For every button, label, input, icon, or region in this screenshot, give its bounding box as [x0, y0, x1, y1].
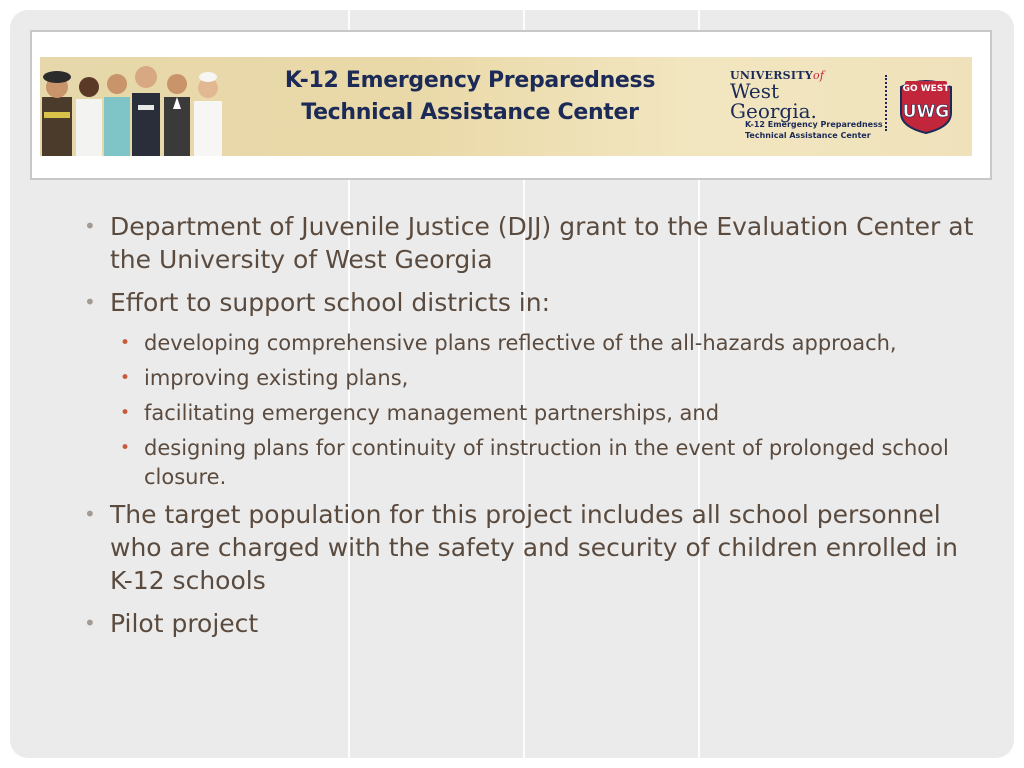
sub-bullet-item: • facilitating emergency management partnerships, and [80, 399, 980, 428]
banner-title-line: K-12 Emergency Preparedness [284, 68, 656, 93]
sub-bullet-item: • improving existing plans, [80, 364, 980, 393]
banner-subtitle-line: Technical Assistance Center [745, 131, 871, 140]
badge-top-text: GO WEST [902, 84, 950, 94]
university-logo [730, 69, 870, 121]
bullet-item: • The target population for this project includes all school personnel who are charged with the safety and security of children enrolled in K-12 schools [80, 498, 980, 597]
banner-image [40, 57, 972, 156]
university-of-word: of [812, 69, 825, 82]
bullet-item: • Effort to support school districts in: [80, 286, 980, 319]
sub-bullet-item: • designing plans for continuity of instruction in the event of prolonged school closure. [80, 434, 980, 492]
bullet-item: • Pilot project [80, 607, 980, 640]
slide [10, 10, 1014, 758]
sub-bullet-item: • developing comprehensive plans reflective of the all-hazards approach, [80, 329, 980, 358]
badge-main-text: UWG [902, 102, 950, 122]
bullet-list [80, 210, 980, 650]
dotted-divider [885, 75, 889, 131]
university-word: UNIVERSITY [730, 69, 813, 82]
university-name: West Georgia. [730, 79, 817, 123]
banner-subtitle-line: K-12 Emergency Preparedness [745, 120, 883, 129]
banner-title [250, 65, 690, 129]
banner-title-line: Technical Assistance Center [301, 100, 639, 125]
children-costumes-illustration [40, 57, 240, 156]
banner-subtitle [745, 119, 883, 141]
bullet-item: • Department of Juvenile Justice (DJJ) grant to the Evaluation Center at the University of West Georgia [80, 210, 980, 276]
go-west-badge-icon [897, 73, 955, 135]
